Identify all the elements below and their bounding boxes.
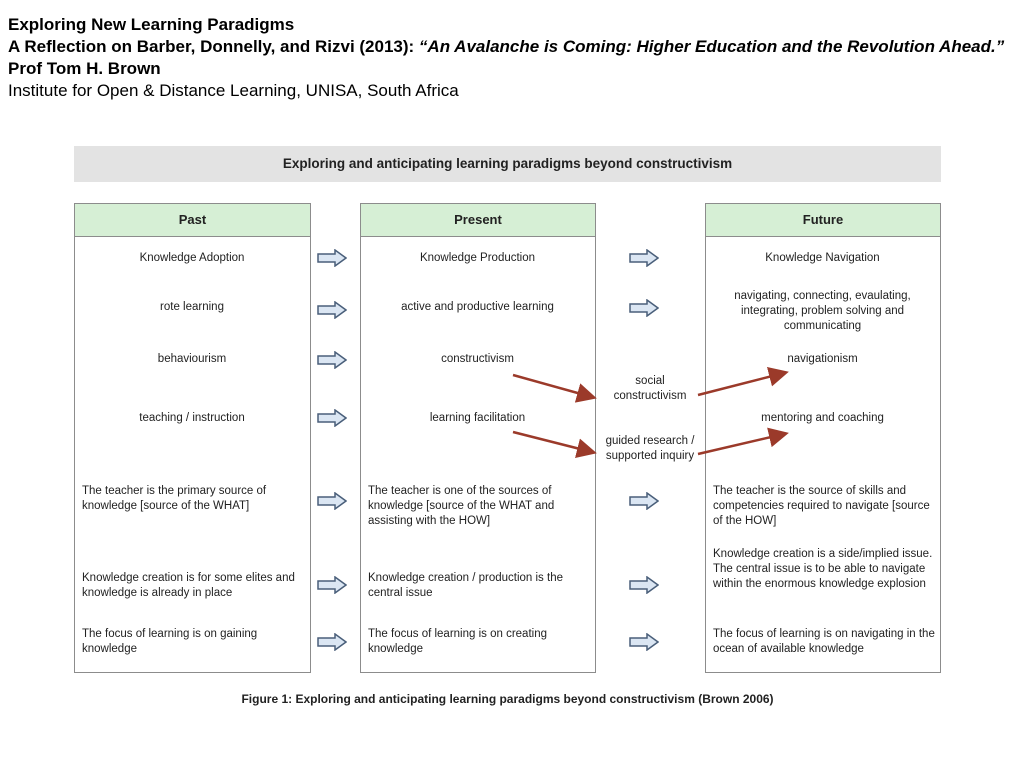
past-row-4: teaching / instruction <box>139 412 245 424</box>
future-row-7: The focus of learning is on navigating in the ocean of available knowledge <box>713 628 935 655</box>
connector-arrow-social-to-navigationism <box>698 373 784 395</box>
present-row-5: The teacher is one of the sources of knowledge [source of the WHAT and assisting with the HOW] <box>368 485 555 527</box>
past-row-5: The teacher is the primary source of knowledge [source of the WHAT] <box>82 485 267 512</box>
present-row-3: constructivism <box>441 353 514 365</box>
future-row-1: Knowledge Navigation <box>765 252 880 264</box>
past-row-6: Knowledge creation is for some elites and knowledge is already in place <box>82 572 295 599</box>
present-row-4: learning facilitation <box>429 412 526 424</box>
author-name: Prof Tom H. Brown <box>8 59 161 78</box>
book-quote: “An Avalanche is Coming: Higher Education and the Revolution Ahead.” <box>418 37 1005 56</box>
future-row-5: The teacher is the source of skills and competencies required to navigate [source of the HOW] <box>713 485 930 527</box>
document-title: Exploring New Learning Paradigms <box>8 15 295 34</box>
present-row-1: Knowledge Production <box>419 252 536 264</box>
present-row-2: active and productive learning <box>401 301 554 313</box>
bridge-label-guided-research: guided research / supported inquiry <box>605 435 695 462</box>
author-affiliation: Institute for Open & Distance Learning, UNISA, South Africa <box>8 81 459 100</box>
past-row-2: rote learning <box>160 301 224 313</box>
figure-banner: Exploring and anticipating learning paradigms beyond constructivism <box>74 146 941 182</box>
future-row-3: navigationism <box>787 353 858 365</box>
present-row-7: The focus of learning is on creating knowledge <box>368 628 547 655</box>
column-heading-present: Present <box>361 204 595 237</box>
reflection-prefix: A Reflection on Barber, Donnelly, and Rizvi (2013): <box>8 37 419 56</box>
column-heading-future: Future <box>706 204 940 237</box>
column-heading-past: Past <box>75 204 310 237</box>
past-row-1: Knowledge Adoption <box>139 252 245 264</box>
connector-arrow-facilitation-to-guided <box>513 432 592 452</box>
connector-arrow-guided-to-mentoring <box>698 434 784 454</box>
present-row-6: Knowledge creation / production is the central issue <box>368 572 563 599</box>
connector-arrow-constructivism-to-social <box>513 375 592 397</box>
future-row-4: mentoring and coaching <box>761 412 884 424</box>
past-row-7: The focus of learning is on gaining knowledge <box>82 628 258 655</box>
bridge-label-social-constructivism: social constructivism <box>613 375 687 402</box>
figure-caption: Figure 1: Exploring and anticipating learning paradigms beyond constructivism (Brown 2006) <box>241 692 774 706</box>
future-row-2: navigating, connecting, evaulating, integrating, problem solving and communicating <box>734 290 911 332</box>
future-row-6: Knowledge creation is a side/implied issue. The central issue is to be able to navigate within the enormous knowledge explosion <box>713 548 933 590</box>
past-row-3: behaviourism <box>157 353 227 365</box>
